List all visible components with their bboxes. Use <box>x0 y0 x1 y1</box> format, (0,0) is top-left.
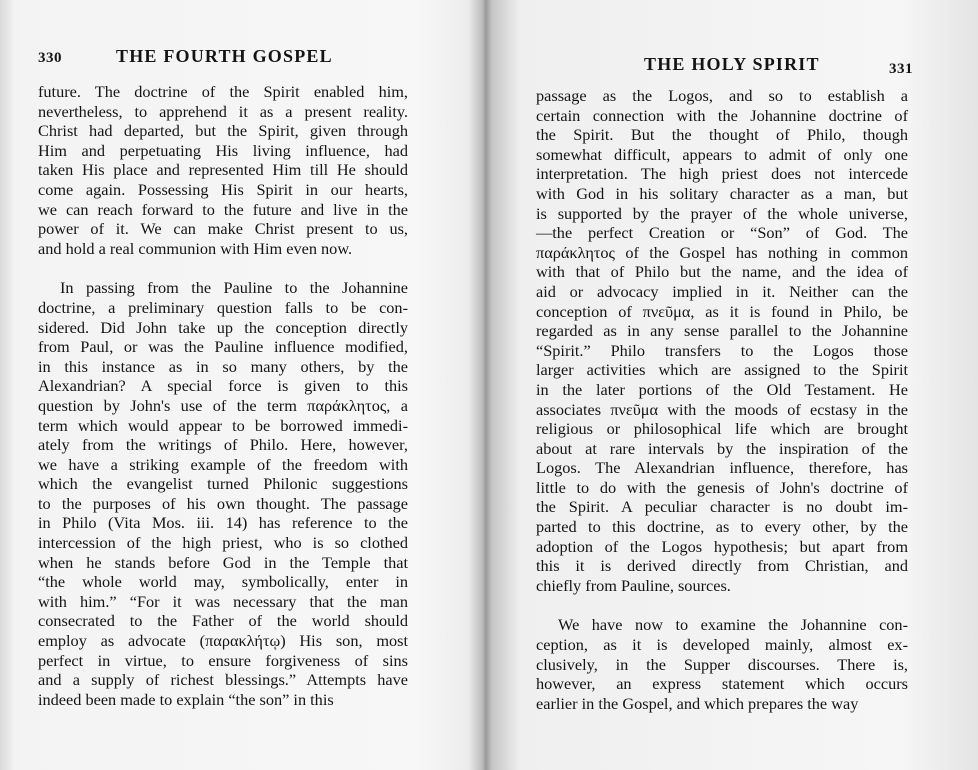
text-line: παράκλητος of the Gospel has nothing in common <box>536 242 908 262</box>
text-line: religious or philosophical life which are brought <box>536 419 908 439</box>
text-line: “the whole world may, symbolically, enter in <box>38 572 408 592</box>
text-line: earlier in the Gospel, and which prepares the way <box>536 693 859 713</box>
text-line: and hold a real communion with Him even now. <box>38 238 353 258</box>
text-line: in the later portions of the Old Testament. He <box>536 379 908 399</box>
text-line: with that of Philo but the name, and the idea of <box>536 262 908 282</box>
text-line: employ as advocate (παρακλήτῳ) His son, most <box>38 631 408 651</box>
text-line: parted to this doctrine, as to every other, by the <box>536 517 908 537</box>
body-text <box>536 86 908 713</box>
text-line: and a supply of richest blessings.” Attempts have <box>38 670 408 690</box>
text-line: passage as the Logos, and so to establish a <box>536 86 908 105</box>
paragraph <box>38 82 408 258</box>
text-line: in Philo (Vita Mos. iii. 14) has reference to the <box>38 513 408 533</box>
text-line: somewhat difficult, appears to admit of only one <box>536 144 908 164</box>
text-line: Logos. The Alexandrian influence, therefore, has <box>536 458 908 478</box>
page-number: 330 <box>38 50 62 66</box>
text-line: ately from the writings of Philo. Here, however, <box>38 435 408 455</box>
text-line: adoption of the Logos hypothesis; but apart from <box>536 536 908 556</box>
body-text <box>38 82 408 709</box>
text-line: term which would appear to be borrowed immedi- <box>38 415 408 435</box>
text-line: clusively, in the Supper discourses. There is, <box>536 654 908 674</box>
text-line: come again. Possessing His Spirit in our hearts, <box>38 179 408 199</box>
paragraph <box>536 615 908 713</box>
text-line: interpretation. The high priest does not intercede <box>536 164 908 184</box>
paragraph <box>536 86 908 595</box>
text-line: which the evangelist turned Philonic suggestions <box>38 474 408 494</box>
paragraph-gap <box>536 595 908 615</box>
text-line: from Paul, or was the Pauline influence modified, <box>38 337 408 357</box>
text-line: little to do with the genesis of John's doctrine of <box>536 477 908 497</box>
text-line: Alexandrian? A special force is given to this <box>38 376 408 396</box>
text-line: aid or advocacy implied in it. Neither can the <box>536 281 908 301</box>
text-line: Him and perpetuating His living influence, had <box>38 140 408 160</box>
text-line: when he stands before God in the Temple that <box>38 552 408 572</box>
text-line: doctrine, a preliminary question falls to be con- <box>38 297 408 317</box>
text-line: —the perfect Creation or “Son” of God. The <box>536 223 908 243</box>
text-line: In passing from the Pauline to the Johannine <box>60 278 408 298</box>
text-line: associates πνεῦμα with the moods of ecstasy in the <box>536 399 908 419</box>
text-line: taken His place and represented Him till He should <box>38 160 408 180</box>
paragraph <box>38 278 408 709</box>
text-line: larger activities which are assigned to the Spirit <box>536 360 908 380</box>
text-line: conception of πνεῦμα, as it is found in Philo, be <box>536 301 908 321</box>
text-line: with him.” “For it was necessary that the man <box>38 591 408 611</box>
text-line: nevertheless, to apprehend it as a present reality. <box>38 101 408 121</box>
text-line: We have now to examine the Johannine con- <box>558 615 908 635</box>
text-line: question by John's use of the term παράκλητος, a <box>38 395 408 415</box>
paragraph-gap <box>38 258 408 278</box>
text-line: in this instance as in so many others, by the <box>38 356 408 376</box>
page-number: 331 <box>889 61 913 77</box>
text-line: we can reach forward to the future and live in the <box>38 199 408 219</box>
text-line: regarded as in any sense parallel to the Johannine <box>536 321 908 341</box>
text-line: power of it. We can make Christ present to us, <box>38 219 408 239</box>
text-line: certain connection with the Johannine doctrine of <box>536 105 908 125</box>
text-line: about at rare intervals by the inspiration of the <box>536 438 908 458</box>
text-line: Christ had departed, but the Spirit, given through <box>38 121 408 141</box>
text-line: sidered. Did John take up the conception directly <box>38 317 408 337</box>
text-line: this it is derived directly from Christian, and <box>536 556 908 576</box>
text-line: to the purposes of his own thought. The passage <box>38 493 408 513</box>
text-line: intercession of the high priest, who is so clothed <box>38 533 408 553</box>
text-line: indeed been made to explain “the son” in this <box>38 689 334 709</box>
text-line: chiefly from Pauline, sources. <box>536 575 731 595</box>
text-line: perfect in virtue, to ensure forgiveness of sins <box>38 650 408 670</box>
text-line: the Spirit. A peculiar character is no doubt im- <box>536 497 908 517</box>
text-line: consecrated to the Father of the world should <box>38 611 408 631</box>
text-line: “Spirit.” Philo transfers to the Logos those <box>536 340 908 360</box>
running-head: THE FOURTH GOSPEL <box>116 46 333 66</box>
text-line: we have a striking example of the freedom with <box>38 454 408 474</box>
text-line: however, an express statement which occurs <box>536 674 908 694</box>
text-line: with God in his solitary character as a man, but <box>536 183 908 203</box>
running-head: THE HOLY SPIRIT <box>644 54 820 74</box>
text-line: the Spirit. But the thought of Philo, though <box>536 125 908 145</box>
text-line: is supported by the prayer of the whole universe, <box>536 203 908 223</box>
text-line: future. The doctrine of the Spirit enabled him, <box>38 82 408 101</box>
text-line: ception, as it is developed mainly, almost ex- <box>536 635 908 655</box>
